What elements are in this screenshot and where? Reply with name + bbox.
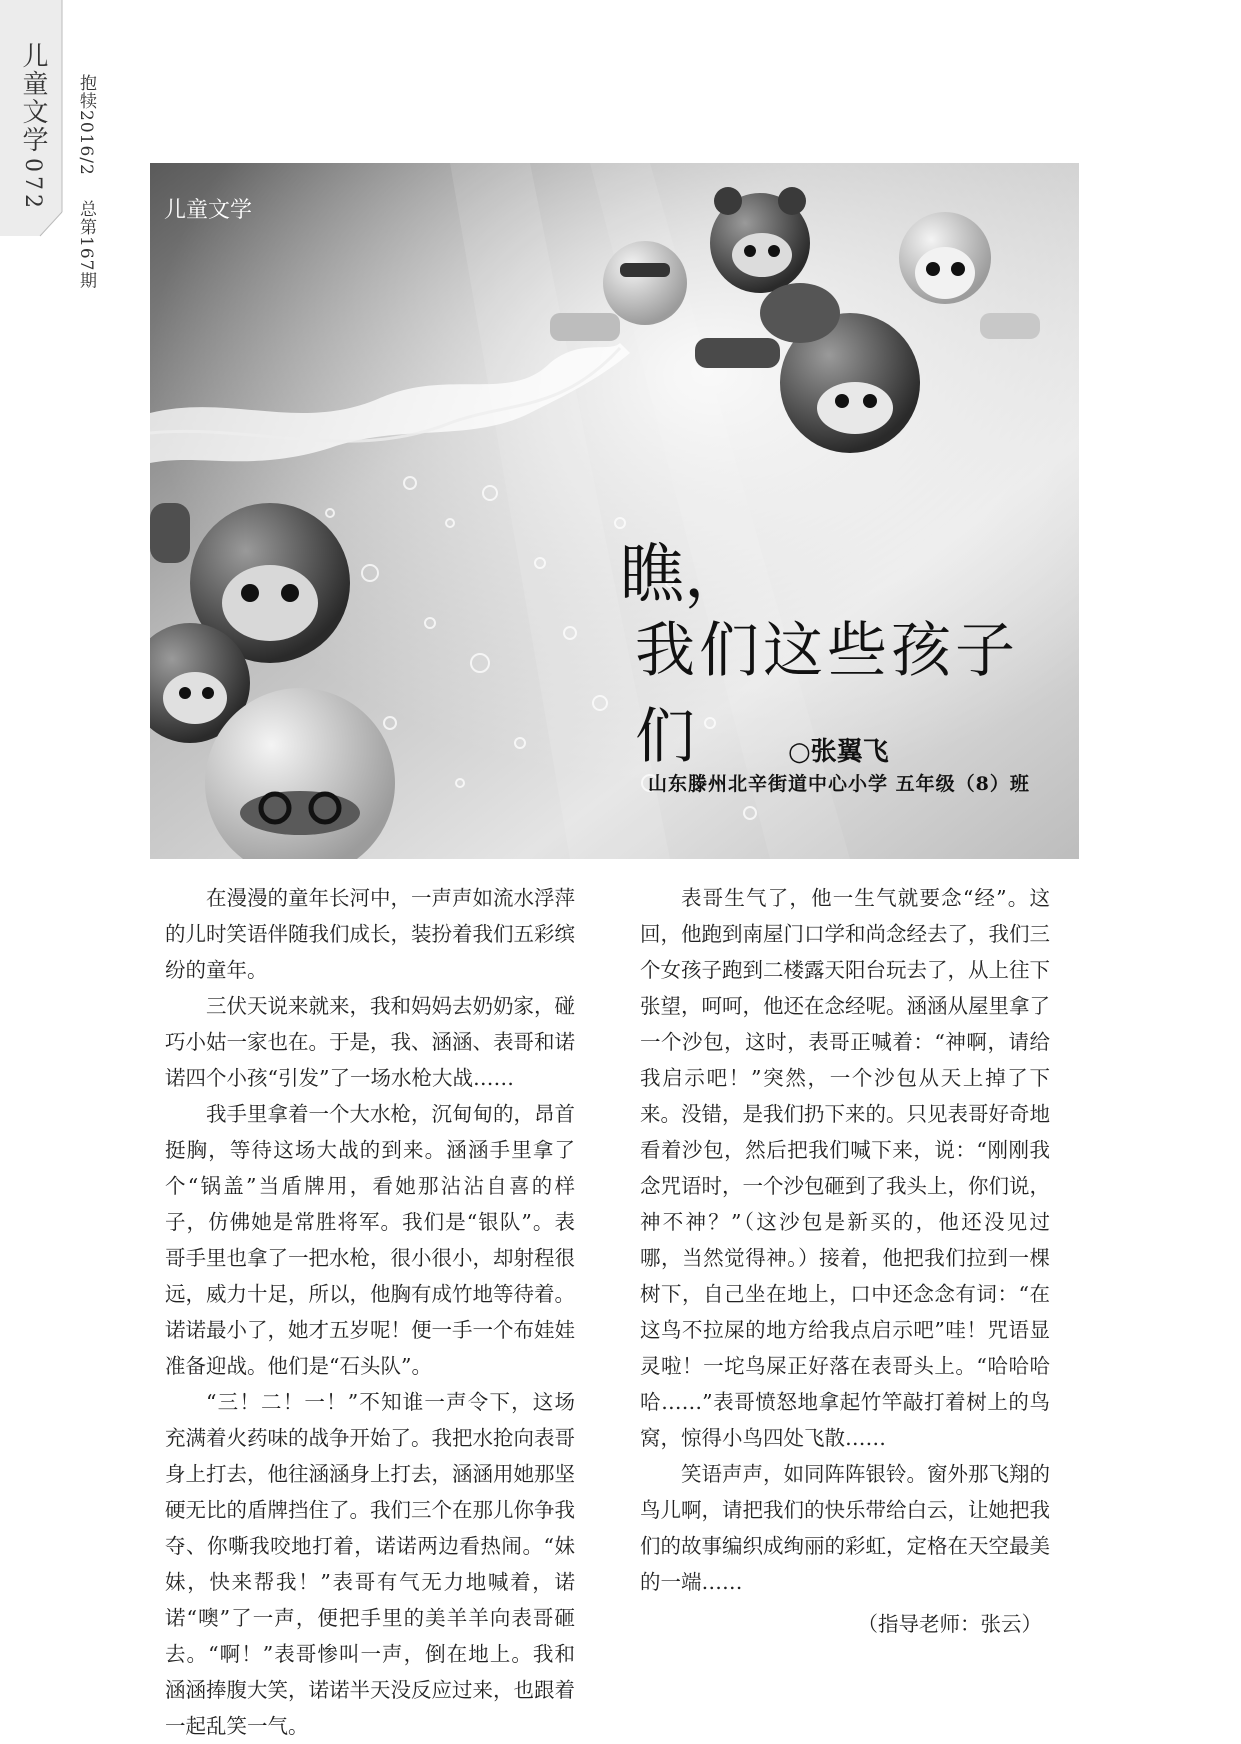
issue-total: 总第167期	[76, 200, 96, 290]
author: ○张翼飞	[788, 737, 889, 767]
article-title-line2: 我们这些孩子们	[635, 616, 1019, 772]
paragraph: 三伏天说来就来，我和妈妈去奶奶家，碰巧小姑一家也在。于是，我、涵涵、表哥和诺诺四个小孩“引发”了一场水枪大战……	[165, 994, 575, 1090]
side-tab	[0, 0, 70, 250]
hero-illustration	[150, 163, 1079, 859]
article-column-right	[640, 880, 1050, 1642]
article-title-line1: 瞧，	[620, 538, 748, 612]
paragraph: 表哥生气了，他一生气就要念“经”。这回，他跑到南屋门口学和尚念经去了，我们三个女孩子跑到二楼露天阳台玩去了，从上往下张望，呵呵，他还在念经呢。涵涵从屋里拿了一个沙包，这时，表哥正喊着：“神啊，请给我启示吧！”突然，一个沙包从天上掉了下来。没错，是我们扔下来的。只见表哥好奇地看着沙包，然后把我们喊下来，说：“刚刚我念咒语时，一个沙包砸到了我头上，你们说，神不神？”（这沙包是新买的，他还没见过哪，当然觉得神。）接着，他把我们拉到一棵树下，自己坐在地上，口中还念念有词：“在这鸟不拉屎的地方给我点启示吧”哇！咒语显灵啦！一坨鸟屎正好落在表哥头上。“哈哈哈哈……”表哥愤怒地拿起竹竿敲打着树上的鸟窝，惊得小鸟四处飞散……	[640, 886, 1050, 1450]
magazine-name: 儿童文学	[18, 42, 48, 154]
column-tag: 儿童文学	[164, 198, 253, 223]
issue-date: 抱犊2016/2	[76, 74, 96, 176]
page-number: 072	[20, 158, 45, 212]
paragraph: “三！二！一！”不知谁一声令下，这场充满着火药味的战争开始了。我把水抢向表哥身上打去，他往涵涵身上打去，涵涵用她那坚硬无比的盾牌挡住了。我们三个在那儿你争我夺、你嘶我咬地打着，诺诺两边看热闹。“妹妹，快来帮我！”表哥有气无力地喊着，诺诺“噢”了一声，便把手里的美羊羊向表哥砸去。“啊！”表哥惨叫一声，倒在地上。我和涵涵捧腹大笑，诺诺半天没反应过来，也跟着一起乱笑一气。	[165, 1390, 575, 1738]
issue-info	[74, 74, 99, 308]
paragraph: 笑语声声，如同阵阵银铃。窗外那飞翔的鸟儿啊，请把我们的快乐带给白云，让她把我们的故事编织成绚丽的彩虹，定格在天空最美的一端……	[640, 1462, 1050, 1594]
paragraph: 在漫漫的童年长河中，一声声如流水浮萍的儿时笑语伴随我们成长，装扮着我们五彩缤纷的童年。	[165, 886, 575, 982]
article-column-left	[165, 880, 575, 1744]
advising-teacher: （指导老师：张云）	[857, 1612, 1042, 1636]
paragraph: 我手里拿着一个大水枪，沉甸甸的，昂首挺胸，等待这场大战的到来。涵涵手里拿了个“锅盖”当盾牌用，看她那沾沾自喜的样子，仿佛她是常胜将军。我们是“银队”。表哥手里也拿了一把水枪，很小很小，却射程很远，威力十足，所以，他胸有成竹地等待着。诺诺最小了，她才五岁呢！便一手一个布娃娃准备迎战。他们是“石头队”。	[165, 1102, 575, 1378]
author-school: 山东滕州北辛街道中心小学 五年级（8）班	[648, 773, 1030, 795]
